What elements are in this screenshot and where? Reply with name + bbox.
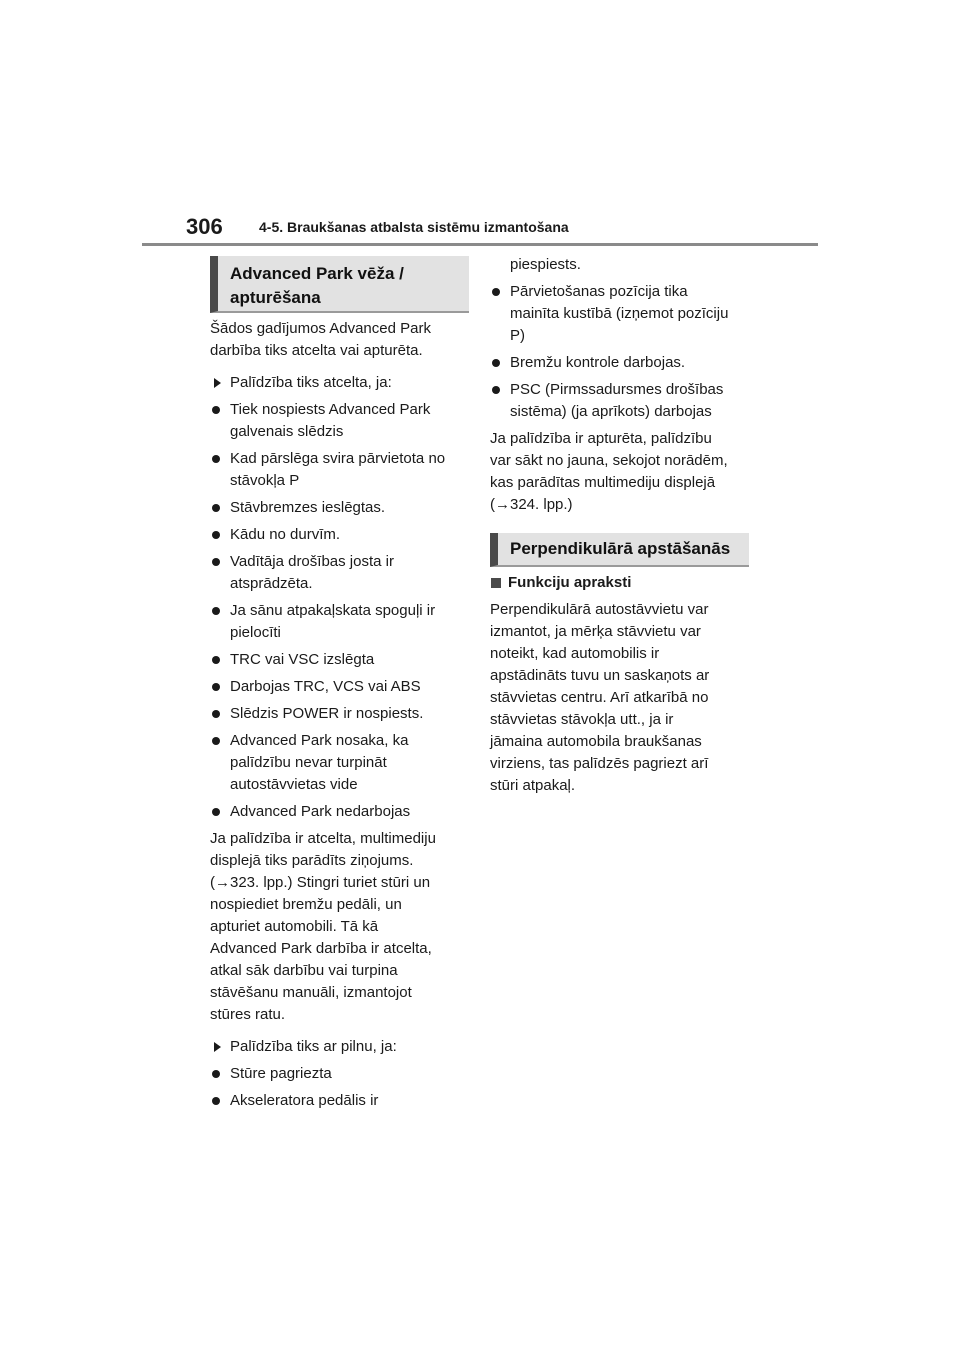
bullet-icon [212,656,220,664]
text-line: stāvēšanu manuāli, izmantojot [210,984,412,1001]
text-line: izmantot, ja mērķa stāvvietu var [490,623,701,640]
text-line: Šādos gadījumos Advanced Park [210,320,431,337]
cancel-paragraph [210,828,472,1026]
triangle-icon [214,378,221,388]
text-line: apstādināts tuvu un saskaņots ar [490,667,710,684]
header-divider [142,243,818,246]
bullet-text-line: sistēma) (ja aprīkots) darbojas [510,403,712,420]
bullet-item [210,1090,472,1112]
subheading [490,572,752,594]
text-line: apturiet automobili. Tā kā [210,918,379,935]
text-line: Perpendikulārā autostāvvietu var [490,601,709,618]
bullet-text-line: Ja sānu atpakaļskata spoguļi ir [230,602,436,619]
text-line: nospiediet bremžu pedāli, un [210,896,402,913]
bullet-text-line: palīdzību nevar turpināt [230,754,387,771]
pause-paragraph [490,428,752,516]
bullet-item [210,448,472,492]
bullet-text-line: Tiek nospiests Advanced Park [230,401,431,418]
heading-line-2: apturēšana [230,288,321,307]
text-line: stāvvietas centru. Arī atkarībā no [490,689,709,706]
bullet-text-line: Stāvbremzes ieslēgtas. [230,499,386,516]
bullet-item [210,551,472,595]
bullet-icon [212,558,220,566]
bullet-text-line: Bremžu kontrole darbojas. [510,354,686,371]
right-column [490,254,752,521]
text-line: noteikt, kad automobilis ir [490,645,660,662]
bullet-item [210,676,472,698]
intro-paragraph [210,318,472,362]
text-line: Ja palīdzība ir apturēta, palīdzību [490,430,712,447]
bullet-icon [212,737,220,745]
bullet-text-line: galvenais slēdzis [230,423,344,440]
text-line: Ja palīdzība ir atcelta, multimediju [210,830,436,847]
section-heading-advanced-park [210,256,469,313]
bullet-item [210,730,472,796]
text-line: var sākt no jauna, sekojot norādēm, [490,452,728,469]
bullet-item [210,600,472,644]
bullet-icon [212,455,220,463]
bullet-item [210,1063,472,1085]
bullet-text-line: stāvokļa P [230,472,300,489]
bullet-text-line: P) [510,327,525,344]
triangle-icon [214,1042,221,1052]
bullet-text-line: PSC (Pirmssadursmes drošības [510,381,724,398]
bullet-text-line: mainīta kustībā (izņemot pozīciju [510,305,729,322]
page-number: 306 [186,214,223,239]
heading2-text: Perpendikulārā apstāšanās [510,539,731,558]
text-line: darbība tiks atcelta vai apturēta. [210,342,423,359]
bullet-icon [212,607,220,615]
bullet-item [490,379,752,423]
bullet-text-line: Vadītāja drošības josta ir [230,553,394,570]
bullet-icon [492,359,500,367]
bullet-text-line: Advanced Park nosaka, ka [230,732,409,749]
description-paragraph [490,599,752,797]
text-line: atkal sāk darbību vai turpina [210,962,398,979]
stop-label [210,1036,472,1058]
bullet-icon [212,710,220,718]
bullet-text-line: Slēdzis POWER ir nospiests. [230,705,424,722]
bullet-item [210,399,472,443]
cancel-label [210,372,472,394]
stop-list [210,1063,472,1112]
text-line: (→323. lpp.) Stingri turiet stūri un [210,874,431,891]
text-line: Advanced Park darbība ir atcelta, [210,940,432,957]
bullet-item [210,497,472,519]
cancel-list [210,399,472,823]
bullet-text-line: autostāvvietas vide [230,776,358,793]
text-line: jāmaina automobila braukšanas [490,733,702,750]
right-column-lower [490,572,752,802]
bullet-text-line: Pārvietošanas pozīcija tika [510,283,688,300]
section-heading-perpendicular [490,533,749,567]
square-icon [491,578,501,588]
bullet-item [210,703,472,725]
subheading-text: Funkciju apraksti [508,574,632,591]
left-column [210,318,472,1117]
bullet-icon [212,1070,220,1078]
bullet-text-line: Advanced Park nedarbojas [230,803,411,820]
text-line: virziens, tas palīdzēs pagriezt arī [490,755,709,772]
cancel-label-text: Palīdzība tiks atcelta, ja: [230,374,392,391]
stop-list-continued [490,281,752,423]
bullet-text-line: TRC vai VSC izslēgta [230,651,375,668]
bullet-text-line: Darbojas TRC, VCS vai ABS [230,678,421,695]
bullet-icon [212,406,220,414]
bullet-text-line: pielocīti [230,624,281,641]
bullet-item [210,524,472,546]
bullet-text-line: Kad pārslēga svira pārvietota no [230,450,446,467]
bullet-icon [212,1097,220,1105]
continuation-text: piespiests. [510,256,581,273]
text-line: (→324. lpp.) [490,496,573,513]
bullet-item [210,801,472,823]
bullet-item [210,649,472,671]
bullet-icon [212,808,220,816]
bullet-item [490,352,752,374]
bullet-icon [212,531,220,539]
text-line: displejā tiks parādīts ziņojums. [210,852,414,869]
bullet-icon [212,504,220,512]
bullet-icon [492,386,500,394]
heading-line-1: Advanced Park vēža / [230,264,404,283]
bullet-text-line: Stūre pagriezta [230,1065,332,1082]
stop-label-text: Palīdzība tiks ar pilnu, ja: [230,1038,397,1055]
text-line: stūri atpakaļ. [490,777,576,794]
bullet-text-line: Akseleratora pedālis ir [230,1092,379,1109]
bullet-item [490,281,752,347]
text-line: kas parādītas multimediju displejā [490,474,716,491]
text-line: stūres ratu. [210,1006,286,1023]
bullet-text-line: atsprādzēta. [230,575,313,592]
section-title: 4-5. Braukšanas atbalsta sistēmu izmantošana [259,219,569,235]
text-line: stāvvietas stāvokļa utt., ja ir [490,711,674,728]
bullet-text-line: Kādu no durvīm. [230,526,341,543]
bullet-icon [492,288,500,296]
bullet-icon [212,683,220,691]
